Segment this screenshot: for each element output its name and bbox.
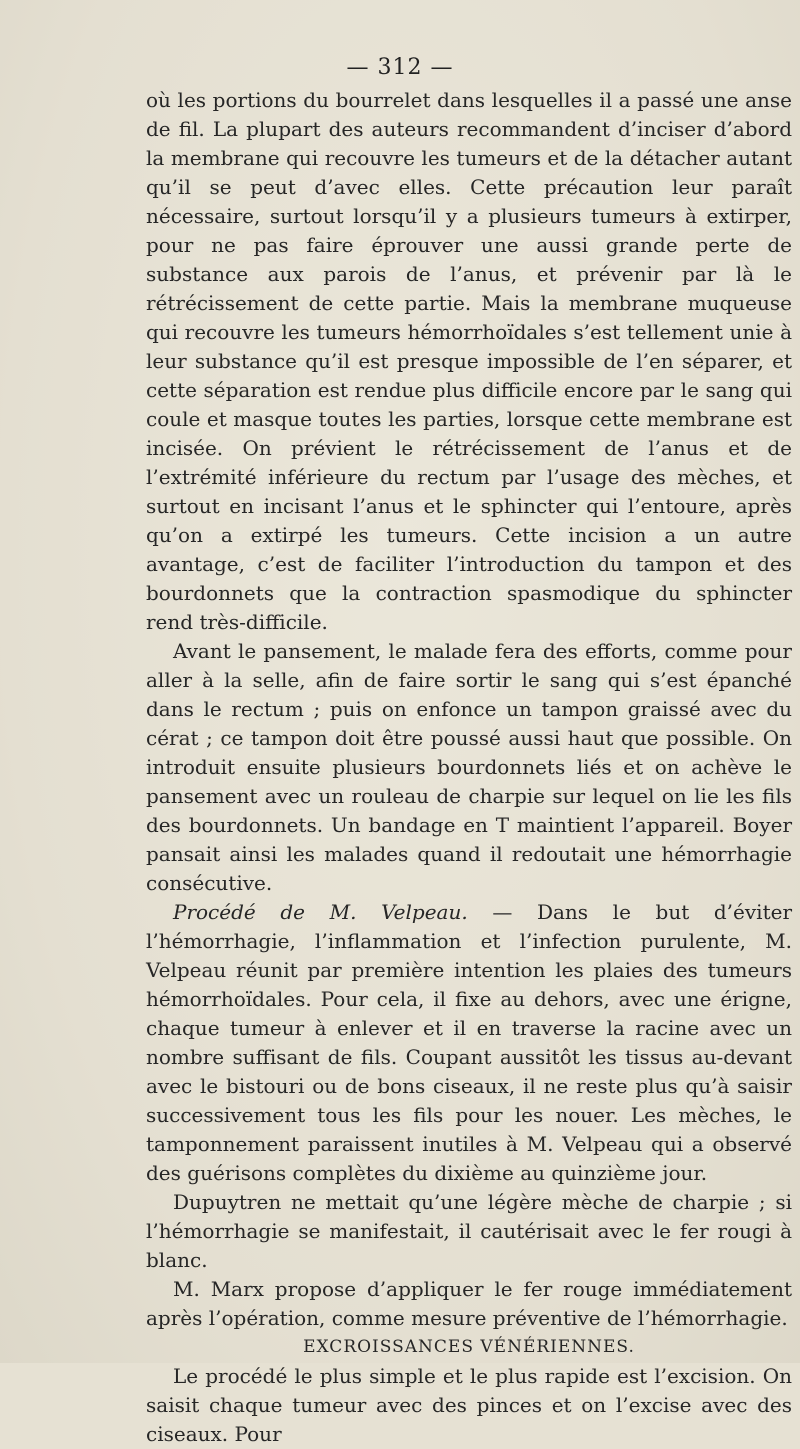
paragraph: Le procédé le plus simple et le plus rapide est l’excision. On saisit chaque tumeur avec des pinces et on l’excise avec des ciseaux. Pour xyxy=(146,1364,792,1446)
paragraph-velpeau xyxy=(146,898,792,1188)
paragraph: M. Marx propose d’appliquer le fer rouge immédiatement après l’opération, comme mesure préventive de l’hémorrhagie. xyxy=(146,1277,792,1330)
paragraph: Dupuytren ne mettait qu’une légère mèche de charpie ; si l’hémorrhagie se manifestait, il cautérisait avec le fer rougi à blanc. xyxy=(146,1190,792,1272)
body-text xyxy=(146,86,792,1449)
paragraph-text: — Dans le but d’éviter l’hémorrhagie, l’inflammation et l’infection purulente, M. Velpeau réunit par première intention les plaies des tumeurs hémorrhoïdales. Pour cela, il fixe au dehors, avec une érigne, chaque tumeur à enlever et il en traverse la racine avec un nombre suffisant de fils. Coupant aussitôt les tissus au-devant avec le bistouri ou de bons ciseaux, il ne reste plus qu’à saisir successivement tous les fils pour les nouer. Les mèches, le tamponnement paraissent inutiles à M. Velpeau qui a observé des guérisons complètes du dixième au quinzième jour. xyxy=(146,900,793,1185)
page-number: — 312 — xyxy=(346,55,454,80)
procedure-heading: Procédé de M. Velpeau. xyxy=(173,900,468,924)
section-title: EXCROISSANCES VÉNÉRIENNES. xyxy=(303,1337,635,1357)
paragraph: Avant le pansement, le malade fera des efforts, comme pour aller à la selle, afin de faire sortir le sang qui s’est épanché dans le rectum ; puis on enfonce un tampon graissé avec du cérat ; ce tampon doit être poussé aussi haut que possible. On introduit ensuite plusieurs bourdonnets liés et on achève le pansement avec un rouleau de charpie sur lequel on lie les fils des bourdonnets. Un bandage en T maintient l’appareil. Boyer pansait ainsi les malades quand il redoutait une hémorrhagie consécutive. xyxy=(146,639,792,895)
paragraph: où les portions du bourrelet dans lesquelles il a passé une anse de fil. La plupart des auteurs recommandent d’inciser d’abord la membrane qui recouvre les tumeurs et de la détacher autant qu’il se peut d’avec elles. Cette précaution leur paraît nécessaire, surtout lorsqu’il y a plusieurs tumeurs à extirper, pour ne pas faire éprouver une aussi grande perte de substance aux parois de l’anus, et prévenir par là le rétrécissement de cette partie. Mais la membrane muqueuse qui recouvre les tumeurs hémorrhoïdales s’est tellement unie à leur substance qu’il est presque impossible de l’en séparer, et cette séparation est rendue plus difficile encore par le sang qui coule et masque toutes les parties, lorsque cette membrane est incisée. On prévient le rétrécissement de l’anus et de l’extrémité inférieure du rectum par l’usage des mèches, et surtout en incisant l’anus et le sphincter qui l’entoure, après qu’on a extirpé les tumeurs. Cette incision a un autre avantage, c’est de faciliter l’introduction du tampon et des bourdonnets que la contraction spasmodique du sphincter rend très-difficile. xyxy=(146,88,792,634)
